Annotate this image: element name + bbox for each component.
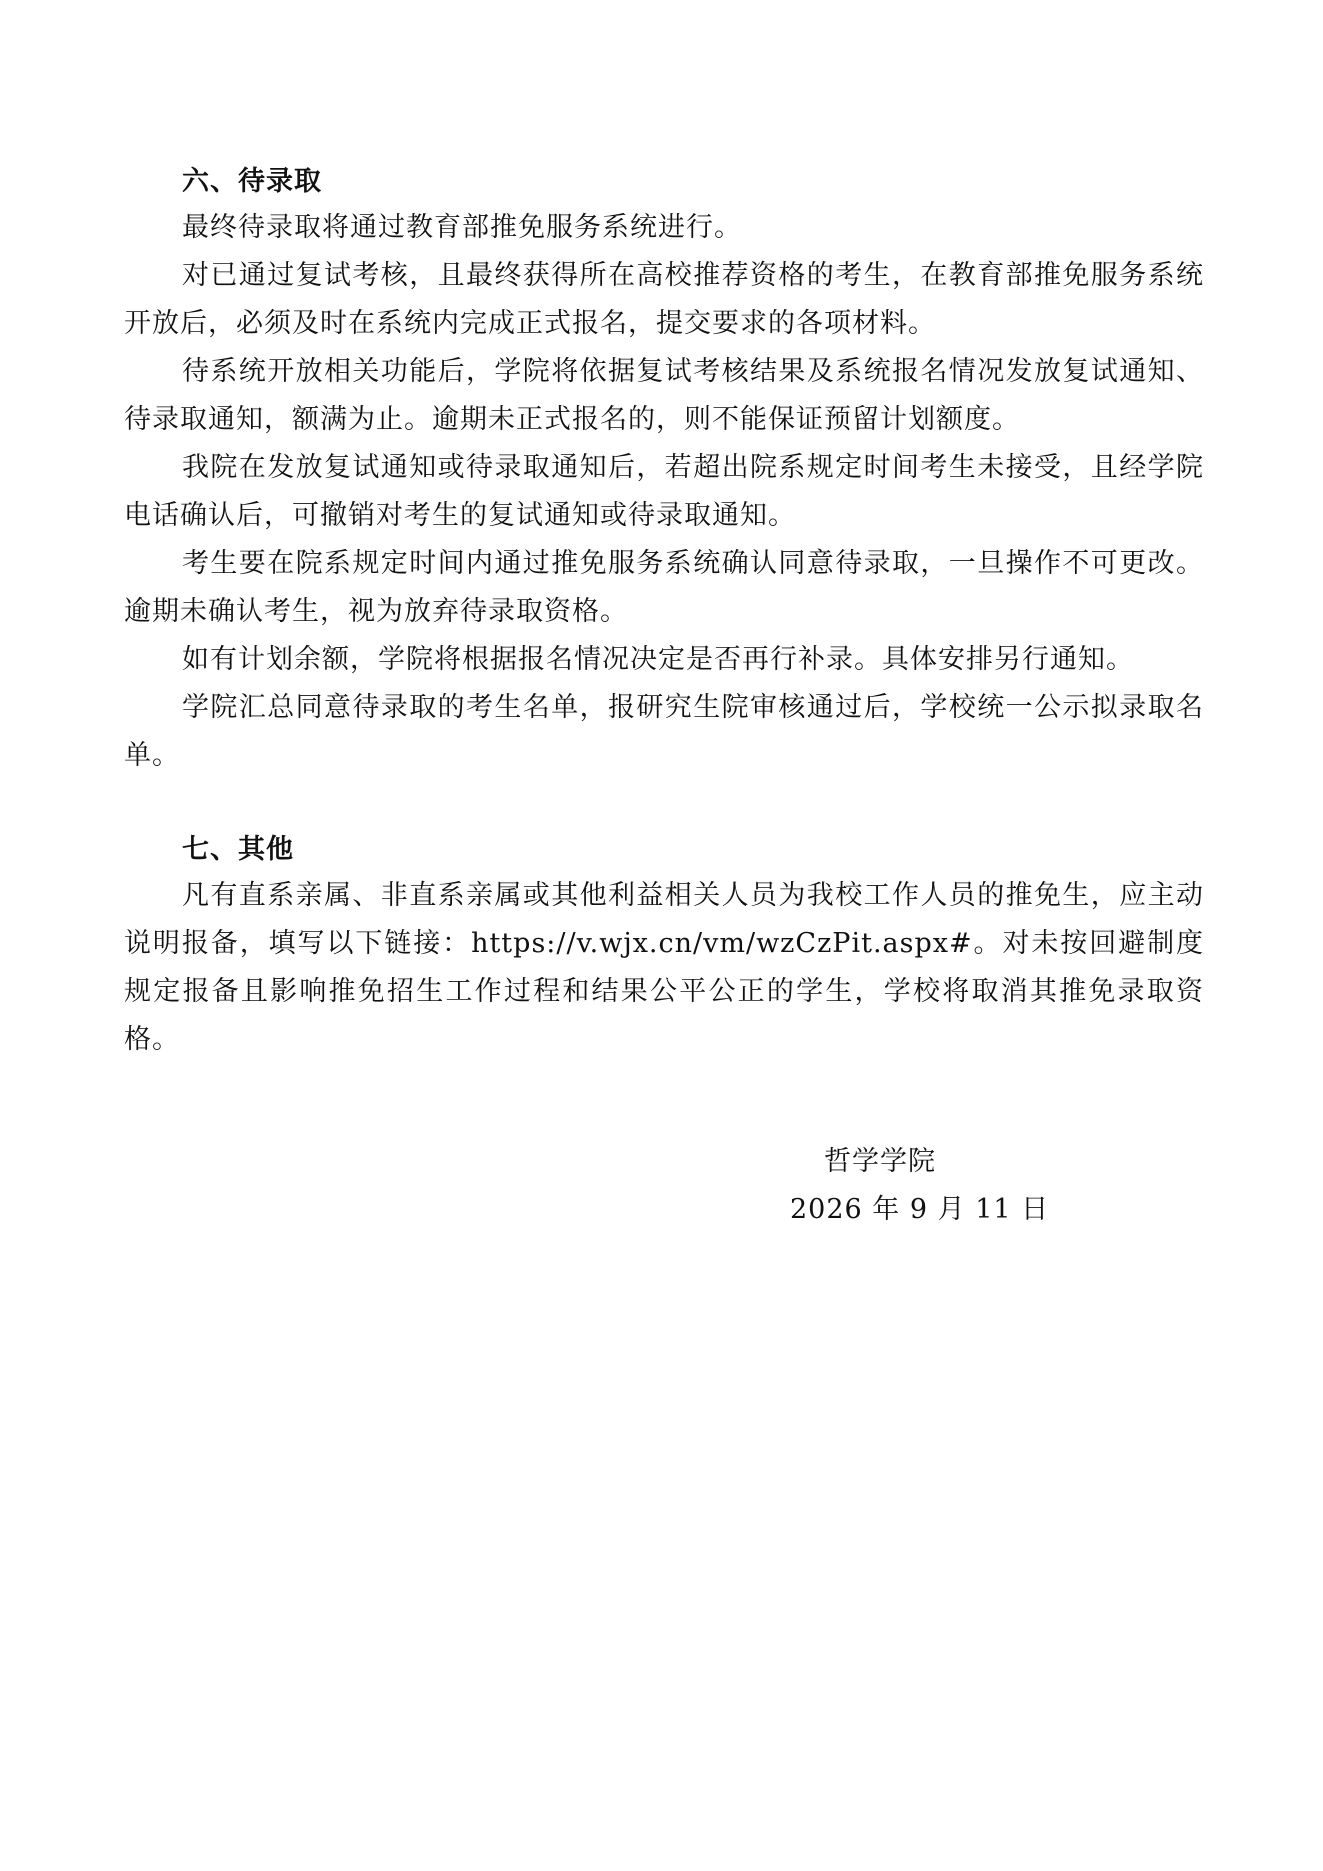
paragraph: 待系统开放相关功能后，学院将依据复试考核结果及系统报名情况发放复试通知、待录取通知，额满为止。逾期未正式报名的，则不能保证预留计划额度。	[124, 356, 1204, 435]
paragraph: 最终待录取将通过教育部推免服务系统进行。	[182, 212, 742, 243]
paragraph: 我院在发放复试通知或待录取通知后，若超出院系规定时间考生未接受，且经学院电话确认后，可撤销对考生的复试通知或待录取通知。	[124, 452, 1204, 531]
document-body	[124, 160, 1204, 1064]
paragraph: 如有计划余额，学院将根据报名情况决定是否再行补录。具体安排另行通知。	[182, 644, 1134, 675]
section-heading-other: 七、其他	[182, 834, 294, 865]
paragraph-with-link: 凡有直系亲属、非直系亲属或其他利益相关人员为我校工作人员的推免生，应主动说明报备，填写以下链接：https://v.wjx.cn/vm/wzCzPit.aspx#。对未按回避制度规定报备且影响推免招生工作过程和结果公平公正的学生，学校将取消其推免录取资格。	[124, 880, 1204, 1055]
paragraph: 考生要在院系规定时间内通过推免服务系统确认同意待录取，一旦操作不可更改。逾期未确认考生，视为放弃待录取资格。	[124, 548, 1204, 627]
section-heading-pending-admission: 六、待录取	[182, 166, 322, 197]
signature-date: 2026 年 9 月 11 日	[790, 1194, 1050, 1225]
section-spacer	[124, 780, 1204, 828]
paragraph: 学院汇总同意待录取的考生名单，报研究生院审核通过后，学校统一公示拟录取名单。	[124, 692, 1204, 771]
signature-organization: 哲学学院	[824, 1146, 936, 1177]
signature-block	[790, 1138, 1049, 1234]
paragraph: 对已通过复试考核，且最终获得所在高校推荐资格的考生，在教育部推免服务系统开放后，必须及时在系统内完成正式报名，提交要求的各项材料。	[124, 260, 1204, 339]
